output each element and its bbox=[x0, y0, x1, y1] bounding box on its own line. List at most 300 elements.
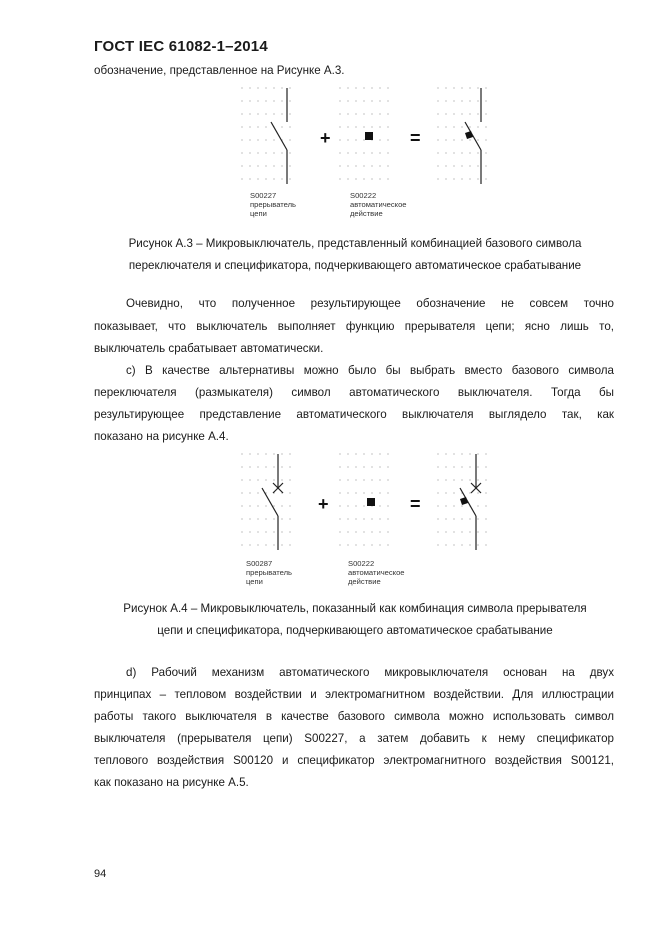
grid-dot bbox=[355, 126, 356, 127]
grid-dot bbox=[241, 492, 242, 493]
grid-dot bbox=[363, 165, 364, 166]
grid-dot bbox=[461, 100, 462, 101]
grid-dot bbox=[249, 100, 250, 101]
grid-dot bbox=[477, 165, 478, 166]
grid-dot bbox=[363, 531, 364, 532]
grid-dot bbox=[355, 479, 356, 480]
automatic-operation-qualifier bbox=[365, 132, 373, 140]
grid-dot bbox=[355, 544, 356, 545]
grid-dot bbox=[339, 100, 340, 101]
grid-dot bbox=[445, 492, 446, 493]
grid-dot bbox=[371, 113, 372, 114]
switch-symbol-s00227 bbox=[271, 88, 287, 184]
grid-dot bbox=[355, 505, 356, 506]
grid-dot bbox=[273, 152, 274, 153]
grid-dot bbox=[339, 531, 340, 532]
grid-dot bbox=[445, 505, 446, 506]
grid-dot bbox=[477, 505, 478, 506]
grid-dot bbox=[281, 544, 282, 545]
grid-dot bbox=[281, 87, 282, 88]
grid-dot bbox=[241, 544, 242, 545]
grid-dot bbox=[371, 518, 372, 519]
grid-dot bbox=[257, 139, 258, 140]
grid-dot bbox=[437, 152, 438, 153]
grid-dot bbox=[339, 126, 340, 127]
grid-dot bbox=[339, 453, 340, 454]
grid-dot bbox=[469, 152, 470, 153]
grid-dot bbox=[363, 466, 364, 467]
grid-dot bbox=[437, 531, 438, 532]
grid-dot bbox=[371, 453, 372, 454]
grid-dot bbox=[363, 479, 364, 480]
grid-dot bbox=[265, 139, 266, 140]
grid-dot bbox=[265, 544, 266, 545]
grid-dot bbox=[485, 152, 486, 153]
grid-dot bbox=[469, 531, 470, 532]
grid-dot bbox=[371, 544, 372, 545]
grid-dot bbox=[445, 87, 446, 88]
paragraph-1-line-3: выключатель срабатывает автоматически. bbox=[94, 342, 324, 355]
grid-dot bbox=[477, 492, 478, 493]
grid-dot bbox=[445, 544, 446, 545]
document-header: ГОСТ IEC 61082-1–2014 bbox=[94, 38, 268, 55]
automatic-operation-qualifier bbox=[367, 498, 375, 506]
grid-dot bbox=[265, 165, 266, 166]
grid-dot bbox=[437, 518, 438, 519]
grid-dot bbox=[281, 165, 282, 166]
grid-dot bbox=[363, 126, 364, 127]
grid-dot bbox=[339, 178, 340, 179]
grid-dot bbox=[249, 178, 250, 179]
grid-dot bbox=[265, 126, 266, 127]
grid-dot bbox=[339, 544, 340, 545]
grid-dot bbox=[461, 178, 462, 179]
grid-dot bbox=[281, 518, 282, 519]
grid-dot bbox=[249, 492, 250, 493]
grid-dot bbox=[485, 544, 486, 545]
grid-dot bbox=[379, 87, 380, 88]
grid-dot bbox=[339, 505, 340, 506]
grid-dot bbox=[437, 165, 438, 166]
grid-dot bbox=[363, 113, 364, 114]
grid-dot bbox=[477, 479, 478, 480]
grid-dot bbox=[469, 126, 470, 127]
grid-dot bbox=[249, 139, 250, 140]
grid-dot bbox=[265, 100, 266, 101]
grid-dot bbox=[461, 531, 462, 532]
grid-dot bbox=[363, 453, 364, 454]
grid-dot bbox=[469, 87, 470, 88]
grid-dot bbox=[379, 152, 380, 153]
grid-dot bbox=[257, 505, 258, 506]
grid-dot bbox=[339, 479, 340, 480]
grid-dot bbox=[347, 544, 348, 545]
grid-dot bbox=[355, 518, 356, 519]
grid-dot bbox=[379, 466, 380, 467]
grid-dot bbox=[461, 453, 462, 454]
grid-dot bbox=[445, 100, 446, 101]
grid-dot bbox=[281, 531, 282, 532]
grid-dot bbox=[371, 87, 372, 88]
grid-dot bbox=[485, 505, 486, 506]
grid-dot bbox=[289, 466, 290, 467]
grid-dot bbox=[347, 505, 348, 506]
grid-dot bbox=[289, 126, 290, 127]
grid-dot bbox=[363, 544, 364, 545]
grid-dot bbox=[437, 544, 438, 545]
grid-dot bbox=[289, 479, 290, 480]
grid-dot bbox=[453, 544, 454, 545]
grid-dot bbox=[485, 466, 486, 467]
grid-dot bbox=[469, 466, 470, 467]
grid-dot bbox=[453, 178, 454, 179]
grid-dot bbox=[379, 165, 380, 166]
grid-dot bbox=[289, 453, 290, 454]
paragraph-2-line-4: показано на рисунке А.4. bbox=[94, 430, 229, 443]
grid-dot bbox=[265, 531, 266, 532]
plus-sign: + bbox=[318, 494, 329, 514]
grid-dot bbox=[363, 139, 364, 140]
grid-dot bbox=[437, 479, 438, 480]
label-s00222: S00222 автоматическое действие bbox=[348, 559, 405, 586]
grid-dot bbox=[445, 113, 446, 114]
grid-dot bbox=[273, 479, 274, 480]
grid-dot bbox=[289, 87, 290, 88]
paragraph-3-line-4: выключателя (прерывателя цепи) S00227, а затем добавить к нему спецификатор bbox=[94, 732, 614, 745]
grid-dot bbox=[281, 126, 282, 127]
grid-dot bbox=[241, 139, 242, 140]
grid-dot bbox=[241, 505, 242, 506]
grid-dot bbox=[355, 139, 356, 140]
grid-dot bbox=[387, 518, 388, 519]
grid-dot bbox=[461, 505, 462, 506]
grid-dot bbox=[453, 492, 454, 493]
grid-dot bbox=[289, 531, 290, 532]
grid-dot bbox=[289, 178, 290, 179]
grid-dot bbox=[289, 100, 290, 101]
label-s00287: S00287 прерыватель цепи bbox=[246, 559, 292, 586]
grid-dot bbox=[437, 178, 438, 179]
grid-dot bbox=[257, 100, 258, 101]
grid-dot bbox=[437, 87, 438, 88]
grid-dot bbox=[469, 100, 470, 101]
grid-dot bbox=[257, 518, 258, 519]
grid-dot bbox=[265, 87, 266, 88]
grid-dot bbox=[371, 100, 372, 101]
grid-dot bbox=[363, 505, 364, 506]
grid-dot bbox=[469, 139, 470, 140]
grid-dot bbox=[257, 531, 258, 532]
grid-dot bbox=[387, 152, 388, 153]
equals-sign: = bbox=[410, 494, 421, 514]
grid-dot bbox=[249, 87, 250, 88]
grid-dot bbox=[485, 531, 486, 532]
grid-dot bbox=[477, 531, 478, 532]
grid-dot bbox=[355, 87, 356, 88]
grid-dot bbox=[437, 100, 438, 101]
grid-dot bbox=[355, 113, 356, 114]
grid-dot bbox=[387, 100, 388, 101]
grid-dot bbox=[453, 479, 454, 480]
grid-dot bbox=[469, 178, 470, 179]
grid-dot bbox=[265, 505, 266, 506]
grid-dot bbox=[241, 453, 242, 454]
grid-dot bbox=[461, 466, 462, 467]
grid-dot bbox=[379, 492, 380, 493]
grid-dot bbox=[347, 139, 348, 140]
grid-dot bbox=[273, 531, 274, 532]
grid-dot bbox=[257, 87, 258, 88]
grid-dot bbox=[281, 100, 282, 101]
grid-dot bbox=[379, 531, 380, 532]
grid-dot bbox=[257, 479, 258, 480]
grid-dot bbox=[241, 518, 242, 519]
grid-dot bbox=[461, 152, 462, 153]
grid-dot bbox=[469, 492, 470, 493]
paragraph-2-line-1: c) В качестве альтернативы можно было бы выбрать вместо базового символа bbox=[126, 364, 614, 377]
paragraph-3-line-6: как показано на рисунке А.5. bbox=[94, 776, 249, 789]
grid-dot bbox=[289, 139, 290, 140]
grid-dot bbox=[289, 165, 290, 166]
grid-dot bbox=[273, 113, 274, 114]
grid-dot bbox=[387, 505, 388, 506]
grid-dot bbox=[453, 518, 454, 519]
grid-dot bbox=[387, 453, 388, 454]
grid-dot bbox=[339, 466, 340, 467]
grid-dot bbox=[249, 152, 250, 153]
grid-dot bbox=[477, 87, 478, 88]
grid-dot bbox=[265, 113, 266, 114]
grid-dot bbox=[273, 544, 274, 545]
grid-dot bbox=[379, 544, 380, 545]
grid-dot bbox=[477, 178, 478, 179]
grid-dot bbox=[437, 453, 438, 454]
grid-dot bbox=[355, 178, 356, 179]
grid-dot bbox=[257, 178, 258, 179]
grid-dot bbox=[469, 165, 470, 166]
label-s00222: S00222 автоматическое действие bbox=[350, 191, 407, 218]
grid-dot bbox=[265, 466, 266, 467]
grid-dot bbox=[281, 453, 282, 454]
circuit-breaker-symbol-s00287 bbox=[262, 454, 283, 550]
grid-dot bbox=[249, 466, 250, 467]
grid-dot bbox=[371, 492, 372, 493]
grid-dot bbox=[379, 126, 380, 127]
grid-dot bbox=[477, 139, 478, 140]
figure-a3-drawing bbox=[236, 86, 496, 190]
figure-a3 bbox=[236, 86, 496, 218]
grid-dot bbox=[339, 492, 340, 493]
grid-dot bbox=[437, 505, 438, 506]
grid-dot bbox=[249, 453, 250, 454]
grid-dot bbox=[485, 126, 486, 127]
grid-dot bbox=[379, 479, 380, 480]
grid-dot bbox=[281, 505, 282, 506]
grid-dot bbox=[477, 152, 478, 153]
grid-dot bbox=[371, 466, 372, 467]
grid-dot bbox=[445, 531, 446, 532]
grid-dot bbox=[387, 544, 388, 545]
grid-dot bbox=[379, 453, 380, 454]
grid-dot bbox=[453, 165, 454, 166]
grid-dot bbox=[363, 518, 364, 519]
grid-dot bbox=[355, 466, 356, 467]
grid-dot bbox=[363, 87, 364, 88]
grid-dot bbox=[387, 113, 388, 114]
grid-dot bbox=[387, 178, 388, 179]
grid-dot bbox=[437, 126, 438, 127]
grid-dot bbox=[363, 492, 364, 493]
grid-dot bbox=[469, 453, 470, 454]
paragraph-3-line-3: работы такого выключателя в качестве базового символа можно использовать символ bbox=[94, 710, 614, 723]
grid-dot bbox=[469, 113, 470, 114]
grid-dot bbox=[265, 178, 266, 179]
grid-dot bbox=[387, 492, 388, 493]
grid-dot bbox=[437, 139, 438, 140]
intro-line: обозначение, представленное на Рисунке А.3. bbox=[94, 64, 345, 77]
grid-dot bbox=[445, 479, 446, 480]
grid-dot bbox=[445, 453, 446, 454]
grid-dot bbox=[437, 113, 438, 114]
label-s00227: S00227 прерыватель цепи bbox=[250, 191, 296, 218]
grid-dot bbox=[339, 165, 340, 166]
grid-dot bbox=[289, 505, 290, 506]
grid-dot bbox=[485, 139, 486, 140]
grid-dot bbox=[347, 518, 348, 519]
grid-dot bbox=[273, 518, 274, 519]
grid-dot bbox=[241, 466, 242, 467]
grid-dot bbox=[241, 100, 242, 101]
grid-dot bbox=[273, 505, 274, 506]
grid-dot bbox=[477, 113, 478, 114]
grid-dot bbox=[379, 100, 380, 101]
grid-dot bbox=[355, 100, 356, 101]
grid-dot bbox=[273, 178, 274, 179]
grid-dot bbox=[485, 87, 486, 88]
grid-dot bbox=[339, 152, 340, 153]
grid-dot bbox=[347, 466, 348, 467]
paragraph-3-line-2: принципах – тепловом воздействии и электромагнитном воздействии. Для иллюстрации bbox=[94, 688, 614, 701]
paragraph-2-line-2: переключателя (размыкателя) символ автоматического выключателя. Тогда бы bbox=[94, 386, 614, 399]
plus-sign: + bbox=[320, 128, 331, 148]
grid-dot bbox=[477, 126, 478, 127]
grid-dot bbox=[453, 139, 454, 140]
grid-dot bbox=[347, 87, 348, 88]
grid-dot bbox=[485, 100, 486, 101]
paragraph-3-line-1: d) Рабочий механизм автоматического микровыключателя основан на двух bbox=[126, 666, 614, 679]
grid-dot bbox=[289, 152, 290, 153]
grid-dot bbox=[485, 453, 486, 454]
grid-dot bbox=[347, 453, 348, 454]
grid-dot bbox=[445, 126, 446, 127]
result-qualifier-square bbox=[465, 131, 473, 139]
grid-dot bbox=[281, 113, 282, 114]
grid-dot bbox=[477, 100, 478, 101]
grid-dot bbox=[453, 126, 454, 127]
grid-dot bbox=[265, 479, 266, 480]
grid-dot bbox=[281, 479, 282, 480]
grid-dot bbox=[347, 100, 348, 101]
grid-dot bbox=[347, 152, 348, 153]
grid-dot bbox=[453, 100, 454, 101]
grid-dot bbox=[453, 453, 454, 454]
page-number: 94 bbox=[94, 868, 107, 880]
grid-dot bbox=[445, 518, 446, 519]
grid-dot bbox=[445, 139, 446, 140]
grid-dot bbox=[371, 479, 372, 480]
grid-dot bbox=[257, 544, 258, 545]
grid-dot bbox=[273, 453, 274, 454]
grid-dot bbox=[281, 152, 282, 153]
grid-dot bbox=[371, 531, 372, 532]
grid-dot bbox=[453, 466, 454, 467]
grid-dot bbox=[265, 152, 266, 153]
grid-dot bbox=[485, 518, 486, 519]
grid-dot bbox=[249, 113, 250, 114]
grid-dot bbox=[339, 518, 340, 519]
result-qualifier-square bbox=[460, 497, 468, 505]
grid-dot bbox=[249, 165, 250, 166]
grid-dot bbox=[379, 518, 380, 519]
grid-dot bbox=[273, 165, 274, 166]
grid-dot bbox=[453, 531, 454, 532]
grid-dot bbox=[379, 505, 380, 506]
grid-dot bbox=[437, 466, 438, 467]
grid-dot bbox=[469, 518, 470, 519]
grid-dot bbox=[371, 178, 372, 179]
grid-dot bbox=[485, 479, 486, 480]
figure-a4-drawing bbox=[236, 452, 496, 556]
grid-dot bbox=[437, 492, 438, 493]
grid-dot bbox=[469, 544, 470, 545]
grid-dot bbox=[387, 165, 388, 166]
grid-dot bbox=[347, 492, 348, 493]
grid-dot bbox=[289, 544, 290, 545]
grid-dot bbox=[289, 492, 290, 493]
grid-dot bbox=[249, 544, 250, 545]
grid-dot bbox=[379, 113, 380, 114]
grid-dot bbox=[347, 178, 348, 179]
grid-dot bbox=[347, 113, 348, 114]
grid-dot bbox=[241, 126, 242, 127]
grid-dot bbox=[289, 518, 290, 519]
grid-dot bbox=[273, 139, 274, 140]
grid-dot bbox=[241, 113, 242, 114]
grid-dot bbox=[257, 126, 258, 127]
grid-dot bbox=[371, 152, 372, 153]
grid-dot bbox=[453, 87, 454, 88]
grid-dot bbox=[249, 505, 250, 506]
grid-dot bbox=[257, 113, 258, 114]
grid-dot bbox=[387, 139, 388, 140]
grid-dot bbox=[485, 492, 486, 493]
figure-a3-caption: Рисунок А.3 – Микровыключатель, представленный комбинацией базового символа переключателя и спецификатора, подчеркивающего автоматическое срабатывание bbox=[128, 237, 582, 272]
grid-dot bbox=[371, 126, 372, 127]
grid-dot bbox=[281, 178, 282, 179]
grid-dot bbox=[379, 178, 380, 179]
grid-dot bbox=[477, 466, 478, 467]
grid-dot bbox=[249, 479, 250, 480]
grid-dot bbox=[371, 165, 372, 166]
grid-dot bbox=[363, 100, 364, 101]
grid-dot bbox=[257, 466, 258, 467]
grid-dot bbox=[477, 544, 478, 545]
grid-dot bbox=[347, 126, 348, 127]
grid-dot bbox=[281, 466, 282, 467]
paragraph-1-line-2: показывает, что выключатель выполняет функцию прерывателя цепи; ясно лишь то, bbox=[94, 320, 614, 333]
grid-dot bbox=[469, 479, 470, 480]
grid-dot bbox=[289, 113, 290, 114]
